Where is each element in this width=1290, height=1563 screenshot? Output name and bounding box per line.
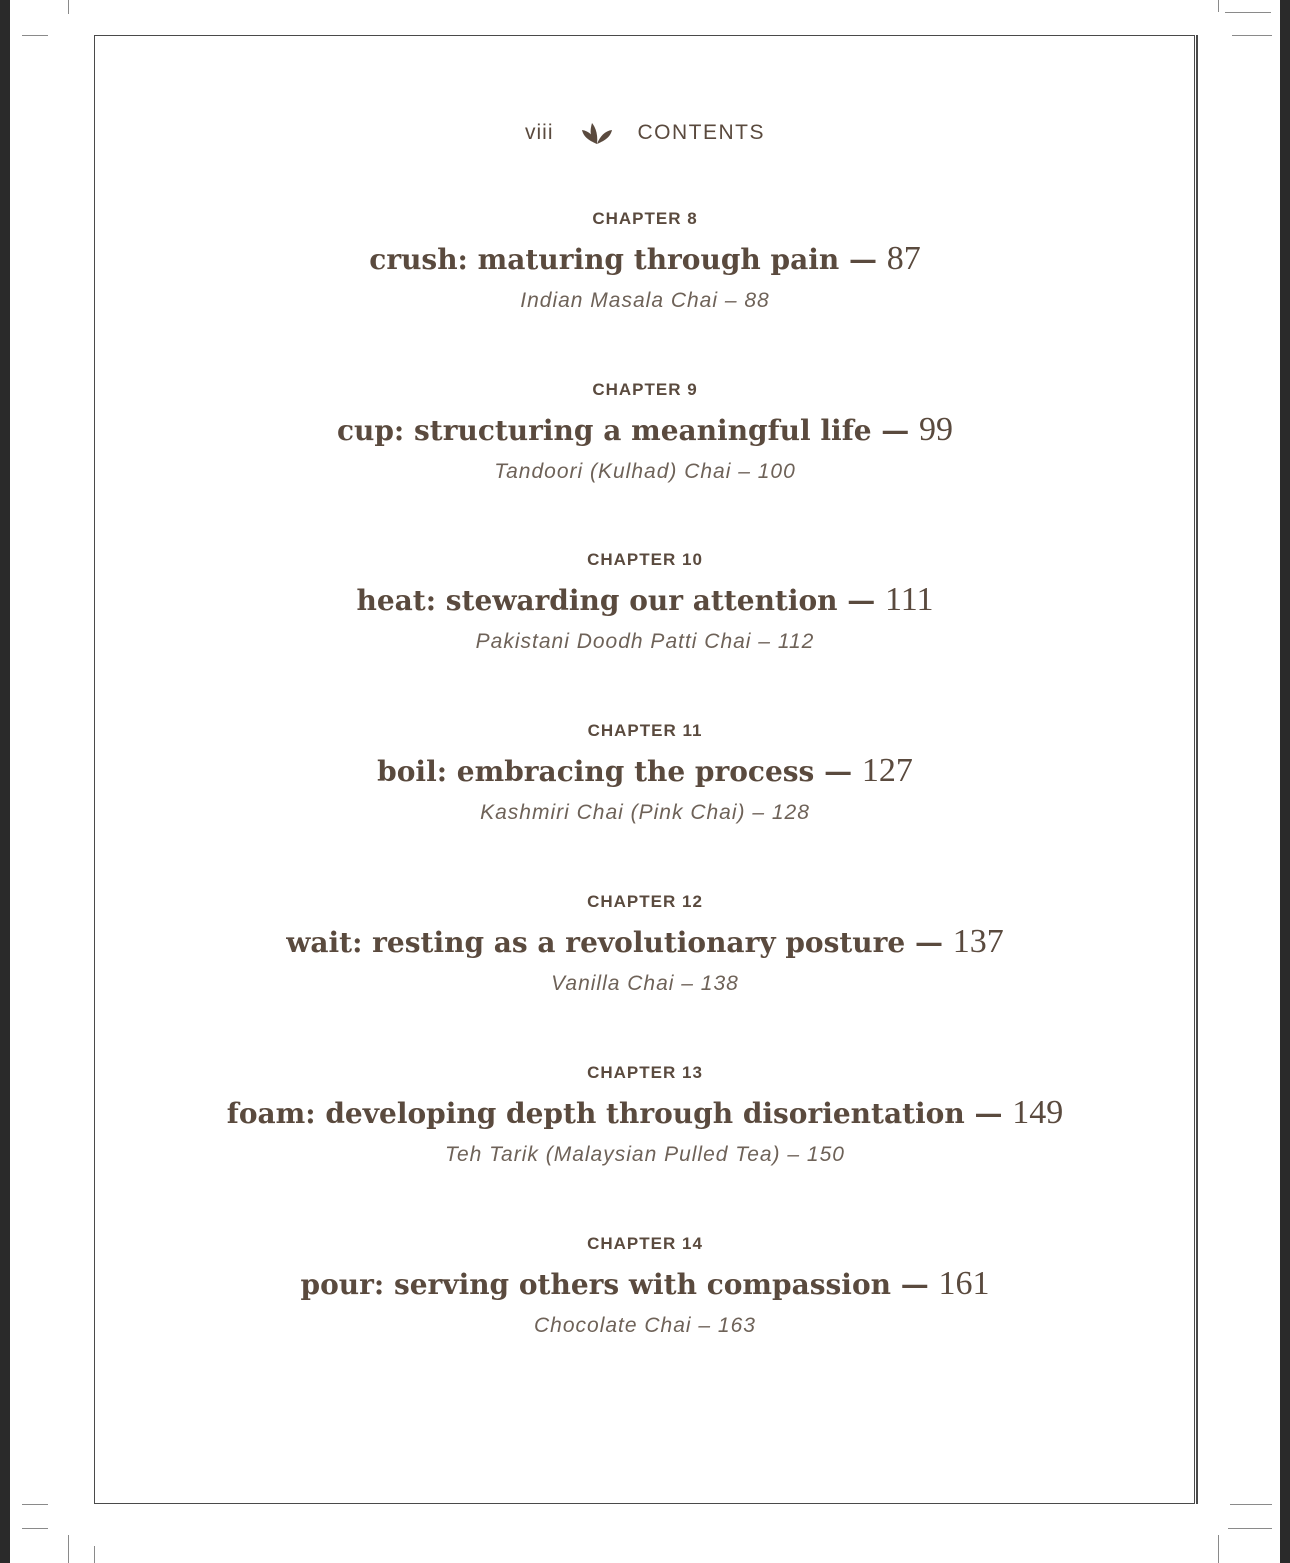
chapter-title-text: foam: developing depth through disorientation — — [226, 1097, 1013, 1130]
recipe-entry[interactable]: Vanilla Chai – 138 — [551, 972, 739, 995]
chapter-label: CHAPTER 14 — [587, 1234, 703, 1253]
crop-mark — [22, 1504, 48, 1505]
chapter-label: CHAPTER 8 — [592, 209, 698, 228]
page-number: viii — [525, 121, 554, 144]
chapter-title-text: cup: structuring a meaningful life — — [336, 414, 920, 447]
crop-mark — [94, 1546, 95, 1563]
toc-entry — [0, 377, 1290, 488]
crop-mark — [22, 35, 48, 36]
crop-mark — [1218, 0, 1219, 12]
chapter-title[interactable] — [0, 1090, 1290, 1136]
crop-mark — [68, 0, 69, 14]
toc-entry — [0, 206, 1290, 317]
chapter-title[interactable] — [0, 748, 1290, 794]
toc-entry — [0, 889, 1290, 1000]
recipe-entry[interactable]: Teh Tarik (Malaysian Pulled Tea) – 150 — [445, 1143, 845, 1166]
chapter-page-number: 127 — [861, 752, 913, 789]
page-header — [0, 112, 1290, 154]
chapter-title-text: crush: maturing through pain — — [369, 243, 887, 276]
chapter-title[interactable] — [0, 1261, 1290, 1307]
running-title: CONTENTS — [637, 121, 765, 144]
chapter-title-text: wait: resting as a revolutionary posture — — [286, 926, 953, 959]
chapter-title[interactable] — [0, 407, 1290, 453]
chapter-label: CHAPTER 13 — [587, 1063, 703, 1082]
toc-entry — [0, 547, 1290, 658]
recipe-entry[interactable]: Kashmiri Chai (Pink Chai) – 128 — [480, 801, 810, 824]
toc-entry — [0, 1060, 1290, 1171]
recipe-entry[interactable]: Chocolate Chai – 163 — [534, 1314, 756, 1337]
chapter-title-text: boil: embracing the process — — [377, 755, 862, 788]
chapter-title[interactable] — [0, 919, 1290, 965]
crop-mark — [1218, 1535, 1219, 1563]
crop-mark — [68, 1535, 69, 1563]
chapter-label: CHAPTER 12 — [587, 892, 703, 911]
chapter-label: CHAPTER 9 — [592, 380, 698, 399]
chapter-label: CHAPTER 10 — [587, 550, 703, 569]
chapter-page-number: 87 — [886, 240, 921, 277]
crop-mark — [1228, 1528, 1272, 1529]
chapter-label: CHAPTER 11 — [587, 721, 703, 740]
recipe-entry[interactable]: Indian Masala Chai – 88 — [520, 289, 770, 312]
chapter-page-number: 149 — [1012, 1094, 1064, 1131]
leaf-icon — [580, 118, 614, 148]
toc-entry — [0, 1231, 1290, 1342]
chapter-title-text: pour: serving others with compassion — — [300, 1268, 939, 1301]
crop-mark — [1232, 35, 1272, 36]
chapter-page-number: 111 — [885, 581, 934, 618]
toc-entry — [0, 718, 1290, 829]
recipe-entry[interactable]: Tandoori (Kulhad) Chai – 100 — [494, 460, 796, 483]
chapter-page-number: 161 — [938, 1265, 990, 1302]
chapter-page-number: 99 — [919, 411, 954, 448]
chapter-title[interactable] — [0, 236, 1290, 282]
chapter-title[interactable] — [0, 577, 1290, 623]
crop-mark — [1225, 12, 1271, 13]
crop-mark — [22, 1528, 48, 1529]
recipe-entry[interactable]: Pakistani Doodh Patti Chai – 112 — [475, 630, 815, 653]
chapter-page-number: 137 — [952, 923, 1004, 960]
chapter-title-text: heat: stewarding our attention — — [356, 584, 886, 617]
crop-mark — [1230, 1504, 1272, 1505]
